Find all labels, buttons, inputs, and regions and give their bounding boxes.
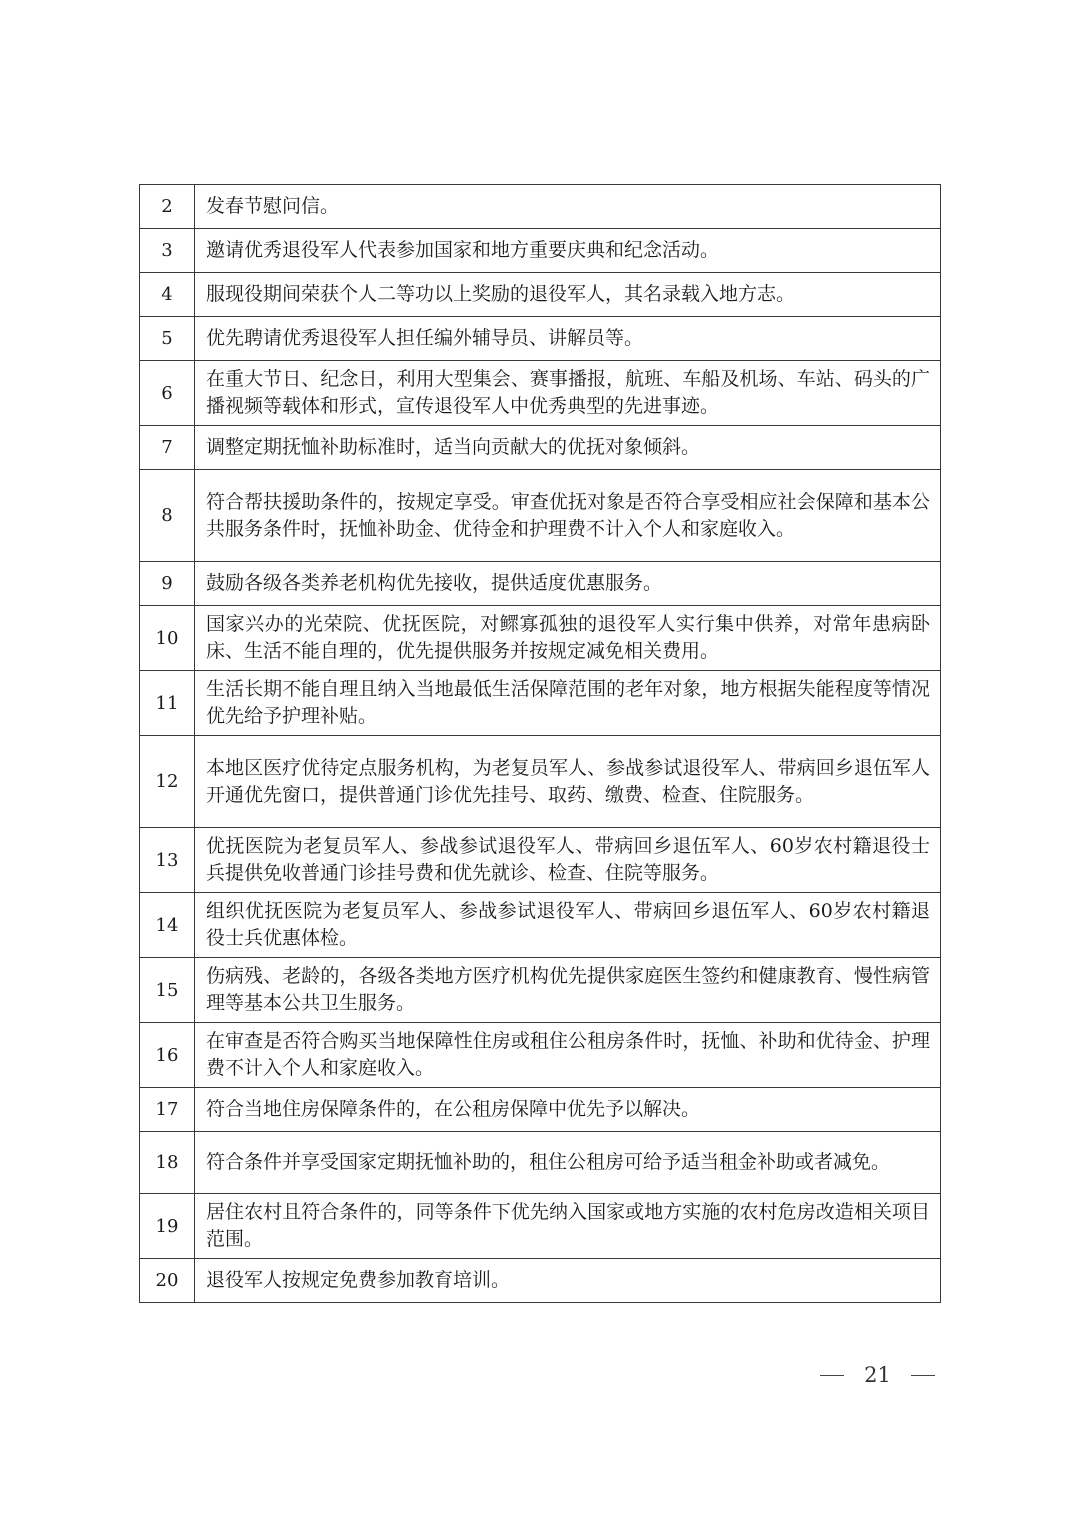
table-row: [140, 958, 941, 1023]
table-row: [140, 317, 941, 361]
row-number: 10: [140, 606, 195, 671]
table-row: [140, 426, 941, 470]
row-text: 符合当地住房保障条件的，在公租房保障中优先予以解决。: [195, 1088, 941, 1132]
row-number: 3: [140, 229, 195, 273]
table-row: [140, 229, 941, 273]
page-number: 21: [864, 1363, 891, 1387]
row-text: 退役军人按规定免费参加教育培训。: [195, 1259, 941, 1303]
row-number: 4: [140, 273, 195, 317]
row-text: 优先聘请优秀退役军人担任编外辅导员、讲解员等。: [195, 317, 941, 361]
table-row: [140, 1132, 941, 1194]
table-row: [140, 361, 941, 426]
table-row: [140, 736, 941, 828]
row-number: 2: [140, 185, 195, 229]
row-number: 18: [140, 1132, 195, 1194]
row-text: 国家兴办的光荣院、优抚医院，对鳏寡孤独的退役军人实行集中供养，对常年患病卧床、生活不能自理的，优先提供服务并按规定减免相关费用。: [195, 606, 941, 671]
row-text: 优抚医院为老复员军人、参战参试退役军人、带病回乡退伍军人、60岁农村籍退役士兵提供免收普通门诊挂号费和优先就诊、检查、住院等服务。: [195, 828, 941, 893]
row-text: 生活长期不能自理且纳入当地最低生活保障范围的老年对象，地方根据失能程度等情况优先给予护理补贴。: [195, 671, 941, 736]
row-number: 14: [140, 893, 195, 958]
row-text: 伤病残、老龄的，各级各类地方医疗机构优先提供家庭医生签约和健康教育、慢性病管理等基本公共卫生服务。: [195, 958, 941, 1023]
table-row: [140, 671, 941, 736]
table-row: [140, 828, 941, 893]
row-number: 19: [140, 1194, 195, 1259]
row-number: 17: [140, 1088, 195, 1132]
row-number: 6: [140, 361, 195, 426]
table-row: [140, 606, 941, 671]
row-number: 8: [140, 470, 195, 562]
row-number: 7: [140, 426, 195, 470]
row-text: 邀请优秀退役军人代表参加国家和地方重要庆典和纪念活动。: [195, 229, 941, 273]
row-number: 9: [140, 562, 195, 606]
dash-right: [911, 1375, 935, 1376]
table-row: [140, 893, 941, 958]
row-number: 5: [140, 317, 195, 361]
page-footer: [820, 1360, 935, 1390]
row-text: 符合帮扶援助条件的，按规定享受。审查优抚对象是否符合享受相应社会保障和基本公共服务条件时，抚恤补助金、优待金和护理费不计入个人和家庭收入。: [195, 470, 941, 562]
row-text: 在审查是否符合购买当地保障性住房或租住公租房条件时，抚恤、补助和优待金、护理费不计入个人和家庭收入。: [195, 1023, 941, 1088]
table-row: [140, 1194, 941, 1259]
row-number: 13: [140, 828, 195, 893]
row-text: 组织优抚医院为老复员军人、参战参试退役军人、带病回乡退伍军人、60岁农村籍退役士兵优惠体检。: [195, 893, 941, 958]
table-row: [140, 273, 941, 317]
dash-left: [820, 1375, 844, 1376]
row-text: 调整定期抚恤补助标准时，适当向贡献大的优抚对象倾斜。: [195, 426, 941, 470]
row-text: 本地区医疗优待定点服务机构，为老复员军人、参战参试退役军人、带病回乡退伍军人开通优先窗口，提供普通门诊优先挂号、取药、缴费、检查、住院服务。: [195, 736, 941, 828]
table-row: [140, 1259, 941, 1303]
row-text: 符合条件并享受国家定期抚恤补助的，租住公租房可给予适当租金补助或者减免。: [195, 1132, 941, 1194]
row-text: 在重大节日、纪念日，利用大型集会、赛事播报，航班、车船及机场、车站、码头的广播视频等载体和形式，宣传退役军人中优秀典型的先进事迹。: [195, 361, 941, 426]
row-number: 16: [140, 1023, 195, 1088]
row-text: 服现役期间荣获个人二等功以上奖励的退役军人，其名录载入地方志。: [195, 273, 941, 317]
row-number: 11: [140, 671, 195, 736]
row-number: 12: [140, 736, 195, 828]
table-row: [140, 562, 941, 606]
row-number: 15: [140, 958, 195, 1023]
table-row: [140, 470, 941, 562]
benefits-table: [139, 184, 941, 1303]
row-text: 发春节慰问信。: [195, 185, 941, 229]
table-row: [140, 1023, 941, 1088]
row-number: 20: [140, 1259, 195, 1303]
row-text: 鼓励各级各类养老机构优先接收，提供适度优惠服务。: [195, 562, 941, 606]
row-text: 居住农村且符合条件的，同等条件下优先纳入国家或地方实施的农村危房改造相关项目范围。: [195, 1194, 941, 1259]
table-row: [140, 1088, 941, 1132]
table-row: [140, 185, 941, 229]
